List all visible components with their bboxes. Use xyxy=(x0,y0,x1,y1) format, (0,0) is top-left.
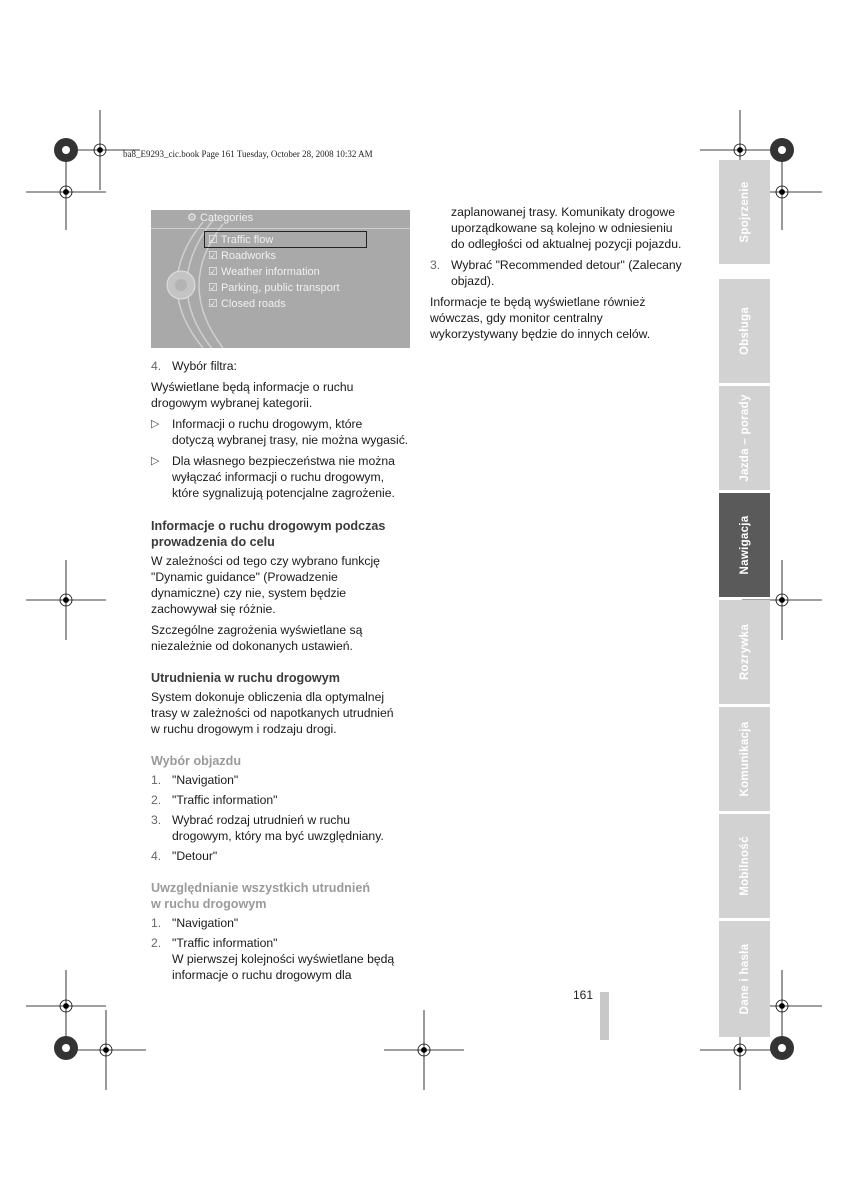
page-marker-bar xyxy=(600,992,609,1040)
triangle-bullet-icon: ▷ xyxy=(151,418,160,430)
screen-title: Categories xyxy=(199,212,254,224)
print-header: ba8_E9293_cic.book Page 161 Tuesday, October 28, 2008 10:32 AM xyxy=(123,149,373,159)
bullet-item: ▷ Informacji o ruchu drogowym, które dotyczą wybranej trasy, nie można wygasić. xyxy=(151,417,409,447)
step-4: 4. Wybór filtra: xyxy=(151,359,237,373)
paragraph: zaplanowanej trasy. Komunikaty drogowe uporządkowane są kolejno w odniesieniu do odległości od aktualnej pozycji pojazdu. xyxy=(451,205,682,251)
paragraph: Informacje te będą wyświetlane również wówczas, gdy monitor centralny wykorzystywany będzie do innych celów. xyxy=(430,295,651,341)
paragraph: W zależności od tego czy wybrano funkcję "Dynamic guidance" (Prowadzenie dynamiczne) czy nie, system będzie zachowywał się różnie. xyxy=(151,554,380,616)
screen-title-row xyxy=(187,211,253,224)
left-column xyxy=(151,358,426,983)
tab-mobilnosc[interactable]: Mobilność xyxy=(719,814,770,918)
tab-rozrywka[interactable]: Rozrywka xyxy=(719,600,770,704)
numbered-list xyxy=(151,772,426,864)
section-heading: Informacje o ruchu drogowym podczas prowadzenia do celu xyxy=(151,519,386,549)
list-item: 3. Wybrać rodzaj utrudnień w ruchu drogowym, który ma być uwzględniany. xyxy=(151,813,384,843)
paragraph: System dokonuje obliczenia dla optymalnej trasy w zależności od napotkanych utrudnień w ruchu drogowym i rodzaju drogi. xyxy=(151,690,394,736)
subsection-heading: Uwzględnianie wszystkich utrudnień w ruchu drogowym xyxy=(151,881,371,911)
page-number: 161 xyxy=(573,988,594,1002)
checkbox-checked-icon: ☑ xyxy=(208,266,218,278)
screen-item[interactable]: ☑ Roadworks xyxy=(208,250,276,262)
right-column xyxy=(430,204,710,342)
tab-jazda-porady[interactable]: Jazda – porady xyxy=(719,386,770,490)
tab-obsluga[interactable]: Obsługa xyxy=(719,279,770,383)
triangle-bullet-icon: ▷ xyxy=(151,455,160,467)
tab-nawigacja[interactable]: Nawigacja xyxy=(719,493,770,597)
list-item: 4. "Detour" xyxy=(151,849,218,863)
screen-item[interactable]: ☑ Weather information xyxy=(208,266,320,278)
settings-icon: ⚙ xyxy=(187,212,197,224)
checkbox-checked-icon: ☑ xyxy=(208,234,218,246)
paragraph: Wyświetlane będą informacje o ruchu drogowym wybranej kategorii. xyxy=(151,380,354,410)
tab-spojrzenie[interactable]: Spojrzenie xyxy=(719,160,770,264)
numbered-list xyxy=(151,915,426,983)
screen-item[interactable]: ☑ Parking, public transport xyxy=(208,282,340,294)
bullet-item: ▷ Dla własnego bezpieczeństwa nie można wyłączać informacji o ruchu drogowym, które sygnalizują potencjalne zagrożenie. xyxy=(151,454,395,500)
tab-dane-i-hasla[interactable]: Dane i hasła xyxy=(719,921,770,1037)
checkbox-checked-icon: ☑ xyxy=(208,282,218,294)
screen-item[interactable]: ☑ Closed roads xyxy=(208,298,286,310)
subsection-heading: Wybór objazdu xyxy=(151,754,242,768)
screen-item[interactable]: ☑ Traffic flow xyxy=(208,234,274,246)
step-3: 3. Wybrać "Recommended detour" (Zalecany objazd). xyxy=(430,258,682,288)
navigation-screen-image xyxy=(151,210,410,348)
list-item: 2. "Traffic information" W pierwszej kolejności wyświetlane będą informacje o ruchu drogowym dla xyxy=(151,936,395,982)
checkbox-checked-icon: ☑ xyxy=(208,298,218,310)
paragraph: Szczególne zagrożenia wyświetlane są niezależnie od dokonanych ustawień. xyxy=(151,623,363,653)
checkbox-checked-icon: ☑ xyxy=(208,250,218,262)
list-item: 1. "Navigation" xyxy=(151,773,239,787)
section-heading: Utrudnienia w ruchu drogowym xyxy=(151,671,340,685)
list-item: 1. "Navigation" xyxy=(151,916,239,930)
list-item: 2. "Traffic information" xyxy=(151,793,278,807)
tab-komunikacja[interactable]: Komunikacja xyxy=(719,707,770,811)
